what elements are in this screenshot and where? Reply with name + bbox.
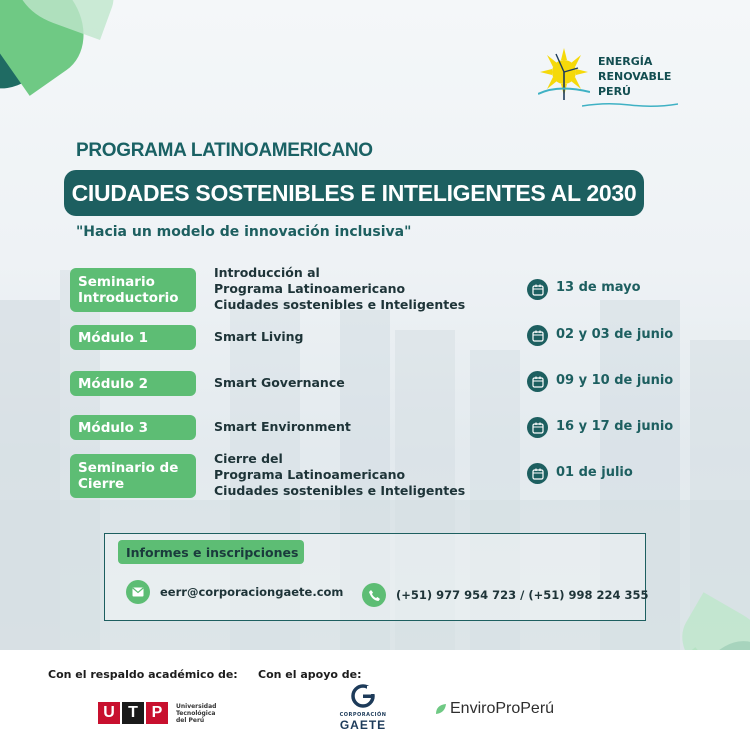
contact-label: Informes e inscripciones [118, 540, 304, 564]
module-date: 01 de julio [556, 465, 633, 480]
module-label-line1: Módulo 3 [78, 419, 148, 436]
calendar-icon [527, 417, 548, 438]
desc-line2: Programa Latinoamericano [214, 467, 406, 482]
module-label-line2: Cierre [78, 476, 125, 492]
enviropro-text: EnviroProPerú [450, 700, 555, 717]
gaete-corp-text: CORPORACIÓN [339, 712, 387, 718]
calendar-icon [527, 371, 548, 392]
page-title-text: CIUDADES SOSTENIBLES E INTELIGENTES AL 2030 [71, 179, 637, 206]
module-pill-modulo-1 [70, 325, 196, 350]
module-date: 13 de mayo [556, 280, 641, 295]
module-pill-seminario-cierre [70, 454, 196, 498]
gaete-name-text: GAETE [339, 718, 387, 732]
utp-letter-t: T [122, 702, 144, 724]
desc-line1: Smart Environment [214, 419, 351, 434]
module-label-line1: Módulo 2 [78, 375, 148, 392]
utp-logo [98, 702, 216, 724]
module-pill-seminario-introductorio [70, 268, 196, 312]
calendar-icon [527, 463, 548, 484]
energia-renovable-logo [532, 44, 682, 114]
desc-line1: Smart Governance [214, 375, 345, 390]
wind-turbine-sun-icon [538, 48, 590, 100]
calendar-icon [527, 279, 548, 300]
logo-line-3: PERÚ [598, 85, 631, 98]
phone-numbers[interactable]: (+51) 977 954 723 / (+51) 998 224 355 [396, 588, 649, 602]
desc-line3: Ciudades sostenibles e Inteligentes [214, 483, 466, 498]
phone-icon [362, 583, 386, 607]
utp-sub-line2: Tecnológica [176, 709, 216, 717]
email-link[interactable]: eerr@corporaciongaete.com [160, 585, 344, 599]
logo-line-2: RENOVABLE [598, 70, 672, 83]
page-title [64, 170, 644, 216]
academic-support-label: Con el respaldo académico de: [48, 668, 238, 681]
desc-line1: Cierre del [214, 451, 283, 466]
module-date: 09 y 10 de junio [556, 373, 674, 388]
gaete-g-icon [351, 684, 375, 708]
module-pill-modulo-2 [70, 371, 196, 396]
desc-line1: Smart Living [214, 329, 304, 344]
calendar-icon [527, 325, 548, 346]
gaete-logo [338, 684, 388, 732]
module-description [214, 419, 351, 435]
logo-wave-icon [582, 102, 678, 108]
desc-line1: Introducción al [214, 265, 320, 280]
module-date: 02 y 03 de junio [556, 327, 674, 342]
utp-sub-line1: Universidad [176, 702, 217, 710]
utp-letter-u: U [98, 702, 120, 724]
module-label-line2: Introductorio [78, 290, 179, 306]
enviropro-logo [434, 700, 554, 718]
module-description [214, 375, 345, 391]
tagline: "Hacia un modelo de innovación inclusiva" [76, 224, 412, 240]
support-label: Con el apoyo de: [258, 668, 362, 681]
module-label-line1: Seminario de [78, 460, 179, 476]
module-description [214, 451, 465, 499]
module-date: 16 y 17 de junio [556, 419, 674, 434]
module-pill-modulo-3 [70, 415, 196, 440]
utp-letter-p: P [146, 702, 168, 724]
desc-line2: Programa Latinoamericano [214, 281, 406, 296]
module-label-line1: Módulo 1 [78, 329, 148, 346]
logo-line-1: ENERGÍA [598, 55, 653, 68]
program-heading: PROGRAMA LATINOAMERICANO [76, 140, 373, 161]
email-icon [126, 580, 150, 604]
utp-sub-line3: del Perú [176, 716, 205, 724]
module-label-line1: Seminario [78, 274, 155, 290]
leaf-icon [434, 702, 448, 716]
desc-line3: Ciudades sostenibles e Inteligentes [214, 297, 466, 312]
module-description [214, 329, 303, 345]
module-description [214, 265, 465, 313]
